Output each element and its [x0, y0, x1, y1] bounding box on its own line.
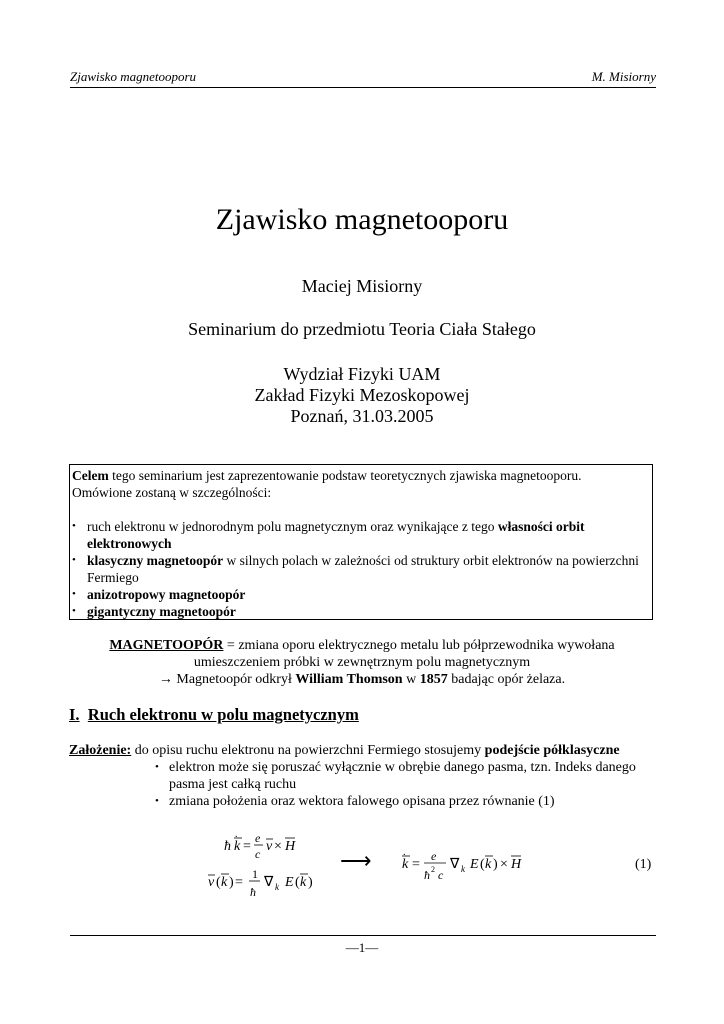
- arrow-text: → Magnetoopór odkrył: [158, 672, 296, 687]
- bullet-icon: •: [72, 520, 76, 532]
- bullet-icon: •: [72, 554, 76, 566]
- assumption-label: Założenie:: [69, 743, 132, 758]
- svg-text:k: k: [275, 882, 279, 892]
- item-bold: anizotropowy magnetoopór: [87, 587, 246, 602]
- definition-line2: umieszczeniem próbki w zewnętrznym polu magnetycznym: [193, 655, 531, 670]
- equation-number: (1): [635, 857, 652, 872]
- item-after: w silnych polach w zależności od struktury orbit elektronów na powierzchni Fermiego: [87, 553, 639, 585]
- item-bold: własności orbit elektronowych: [87, 519, 585, 551]
- svg-text:k: k: [402, 857, 409, 872]
- list-item: [70, 552, 652, 586]
- svg-text:e: e: [255, 831, 261, 845]
- svg-text:k: k: [485, 857, 492, 872]
- list-item: [153, 793, 659, 810]
- item-text: zmiana położenia oraz wektora falowego opisana przez równanie (1): [169, 794, 555, 809]
- goal-bold: Celem: [72, 468, 109, 483]
- definition-line3: [0, 671, 724, 688]
- svg-text:(: (: [216, 875, 221, 890]
- svg-text:1: 1: [252, 867, 258, 881]
- list-item: [153, 759, 659, 793]
- svg-text:ħ: ħ: [224, 839, 231, 854]
- svg-text:E: E: [470, 857, 479, 872]
- faculty-block: [0, 364, 724, 427]
- svg-text:2: 2: [431, 865, 435, 874]
- svg-text:=: =: [235, 875, 243, 890]
- svg-text:∇: ∇: [264, 875, 274, 890]
- definition-line1: [0, 637, 724, 654]
- list-item: [70, 586, 652, 603]
- header-right: M. Misiorny: [591, 69, 656, 84]
- svg-text:.: .: [235, 829, 238, 840]
- in-text: w: [402, 672, 420, 687]
- section-number: I.: [69, 705, 80, 724]
- place-date-line: Poznań, 31.03.2005: [290, 406, 434, 426]
- list-item: [70, 603, 652, 620]
- svg-text:ħ: ħ: [424, 868, 430, 882]
- svg-text:): ): [308, 875, 313, 890]
- svg-text:c: c: [438, 868, 444, 882]
- svg-text:=: =: [243, 839, 251, 854]
- definition-term: MAGNETOOPÓR: [109, 638, 224, 653]
- svg-text:E: E: [285, 875, 294, 890]
- svg-text:H: H: [511, 857, 522, 872]
- svg-text:×: ×: [274, 839, 282, 854]
- page-header: [70, 69, 656, 88]
- end-text: badając opór żelaza.: [447, 672, 566, 687]
- svg-text:H: H: [285, 839, 296, 854]
- definition-rest: = zmiana oporu elektrycznego metalu lub półprzewodnika wywołana: [223, 638, 615, 653]
- footer-rule: [70, 935, 656, 936]
- svg-text:c: c: [255, 847, 261, 861]
- svg-text:k: k: [461, 864, 465, 874]
- goal-line2: Omówione zostaną w szczególności:: [72, 485, 272, 500]
- department-line: Zakład Fizyki Mezoskopowej: [254, 385, 470, 405]
- assumption: [69, 742, 659, 810]
- svg-text:∇: ∇: [450, 857, 460, 872]
- author: Maciej Misiorny: [301, 276, 423, 296]
- svg-text:k: k: [300, 875, 307, 890]
- header-left: Zjawisko magnetooporu: [70, 69, 197, 84]
- item-bold: klasyczny magnetoopór: [87, 553, 224, 568]
- year: 1857: [419, 672, 448, 687]
- seminar: Seminarium do przedmiotu Teoria Ciała Stałego: [188, 319, 536, 339]
- assumption-bold: podejście półklasyczne: [484, 743, 620, 758]
- goal-rest: tego seminarium jest zaprezentowanie podstaw teoretycznych zjawiska magnetooporu.: [108, 468, 582, 483]
- svg-text:k: k: [221, 875, 228, 890]
- assumption-line: [69, 742, 659, 759]
- svg-text:(: (: [295, 875, 300, 890]
- section-heading: [69, 705, 359, 725]
- goal-list: [70, 518, 652, 620]
- svg-text:v: v: [208, 875, 215, 890]
- document-title: Zjawisko magnetooporu: [215, 203, 509, 236]
- assumption-text: do opisu ruchu elektronu na powierzchni Fermiego stosujemy: [131, 743, 485, 758]
- equation-right: [402, 847, 522, 882]
- svg-text:): ): [493, 857, 498, 872]
- bullet-icon: •: [155, 795, 159, 807]
- goal-text: [72, 467, 650, 484]
- svg-text:ħ: ħ: [250, 885, 256, 899]
- section-title: Ruch elektronu w polu magnetycznym: [87, 705, 359, 724]
- goal-box: [69, 464, 653, 620]
- list-item: [70, 518, 652, 552]
- item-bold: gigantyczny magnetoopór: [87, 604, 236, 619]
- equation-1: [200, 826, 540, 902]
- svg-text:v: v: [266, 839, 273, 854]
- svg-text:e: e: [431, 849, 437, 863]
- implies-arrow-icon: ⟶: [340, 848, 372, 873]
- item-text: ruch elektronu w jednorodnym polu magnetycznym oraz wynikające z tego: [87, 519, 498, 534]
- equation-left-bottom: [208, 867, 313, 899]
- svg-text:.: .: [403, 847, 406, 858]
- page-number: —1—: [345, 940, 379, 955]
- svg-text:): ): [229, 875, 234, 890]
- svg-text:k: k: [234, 839, 241, 854]
- svg-text:×: ×: [500, 857, 508, 872]
- bullet-icon: •: [72, 605, 76, 617]
- assumption-list: [69, 759, 659, 810]
- svg-text:(: (: [480, 857, 485, 872]
- bullet-icon: •: [72, 588, 76, 600]
- bullet-icon: •: [155, 761, 159, 773]
- item-text: elektron może się poruszać wyłącznie w obrębie danego pasma, tzn. Indeks danego pasma jest całką ruchu: [169, 760, 636, 792]
- equation-left-top: [224, 829, 296, 861]
- svg-text:=: =: [412, 857, 420, 872]
- discoverer: William Thomson: [295, 672, 403, 687]
- faculty-line: Wydział Fizyki UAM: [283, 364, 441, 384]
- definition: [0, 637, 724, 688]
